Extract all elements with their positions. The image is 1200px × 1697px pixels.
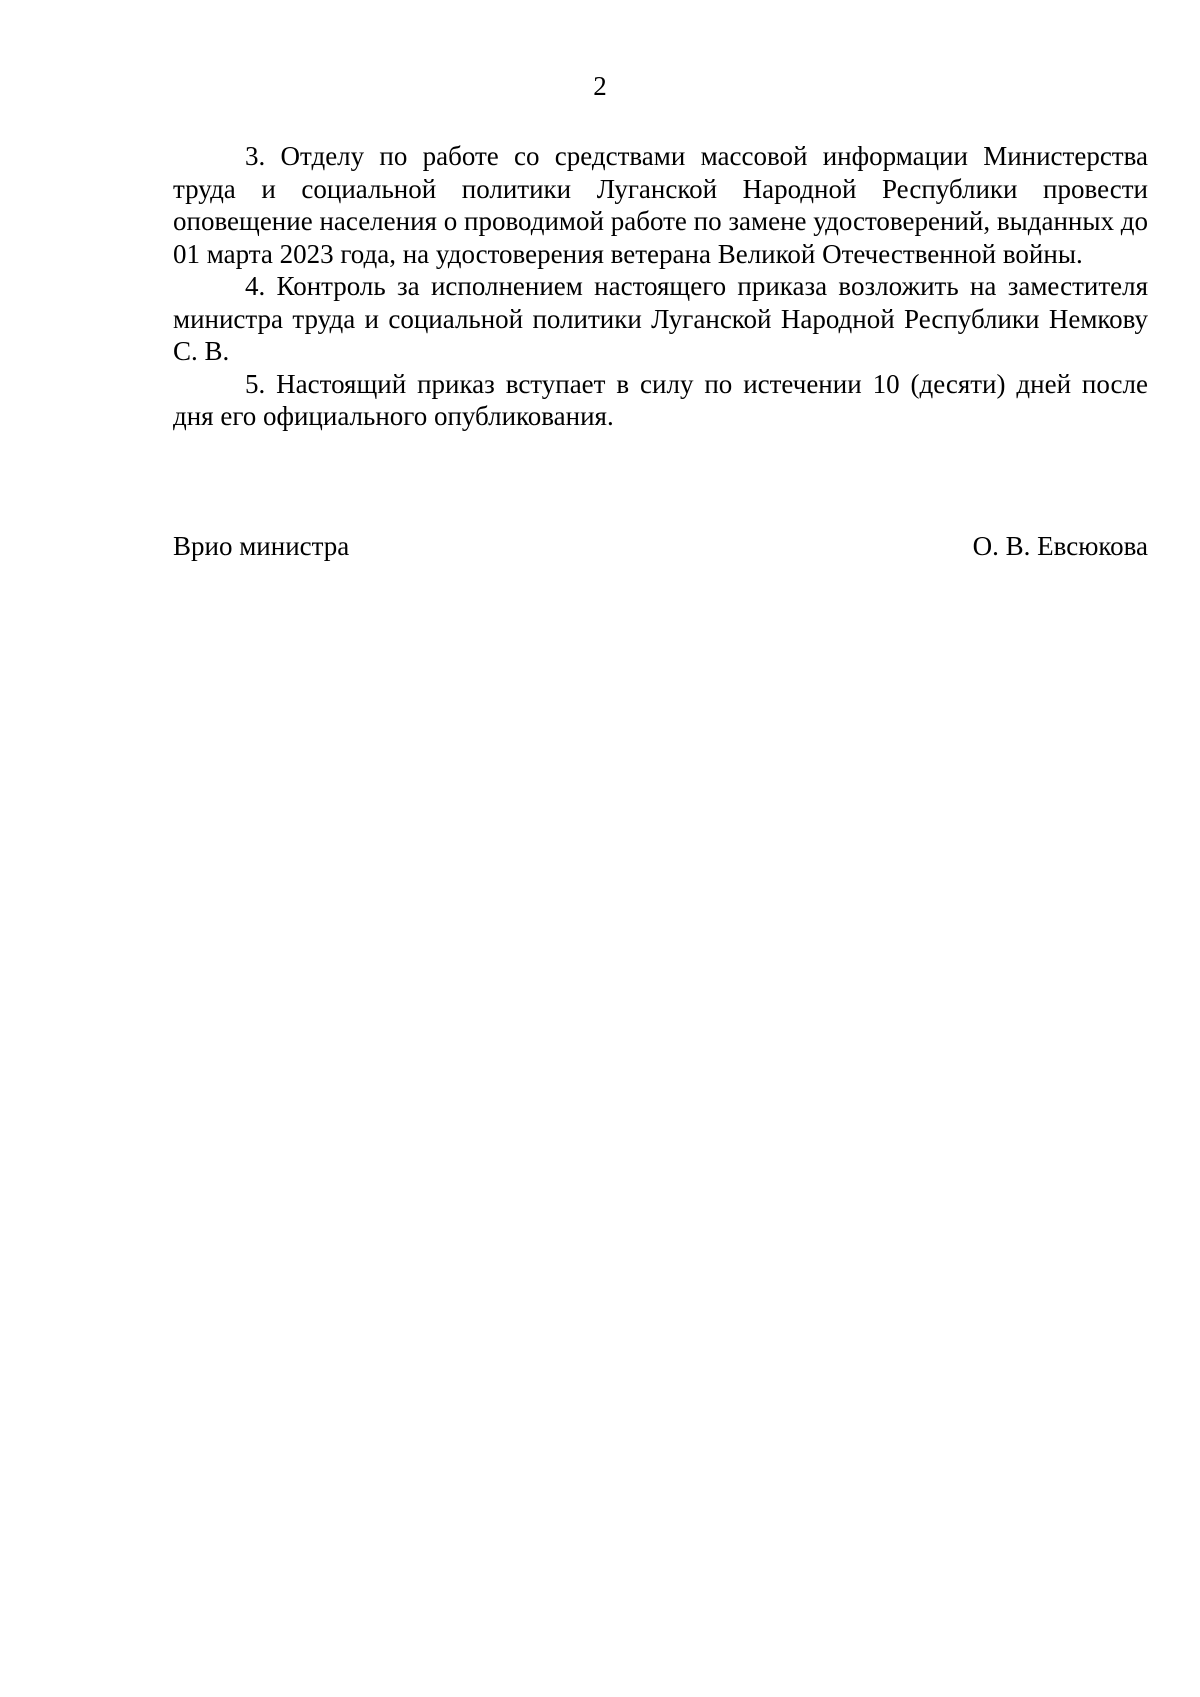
signatory-position: Врио министра bbox=[173, 531, 350, 561]
paragraph-item-3: 3. Отделу по работе со средствами массовой информации Министерства труда и социальной политики Луганской Народной Республики провести оповещение населения о проводимой работе по замене удостоверений, выданных до 01 марта 2023 года, на удостоверения ветерана Великой Отечественной войны. bbox=[173, 141, 1148, 269]
signatory-name: О. В. Евсюкова bbox=[972, 531, 1148, 561]
paragraph-item-5: 5. Настоящий приказ вступает в силу по истечении 10 (десяти) дней после дня его официального опубликования. bbox=[173, 368, 1148, 431]
paragraph-item-4: 4. Контроль за исполнением настоящего приказа возложить на заместителя министра труда и социальной политики Луганской Народной Республики Немкову С. В. bbox=[173, 271, 1148, 366]
page-number: 2 bbox=[593, 71, 607, 101]
document-body bbox=[173, 140, 1148, 433]
signature-block bbox=[173, 530, 1148, 562]
